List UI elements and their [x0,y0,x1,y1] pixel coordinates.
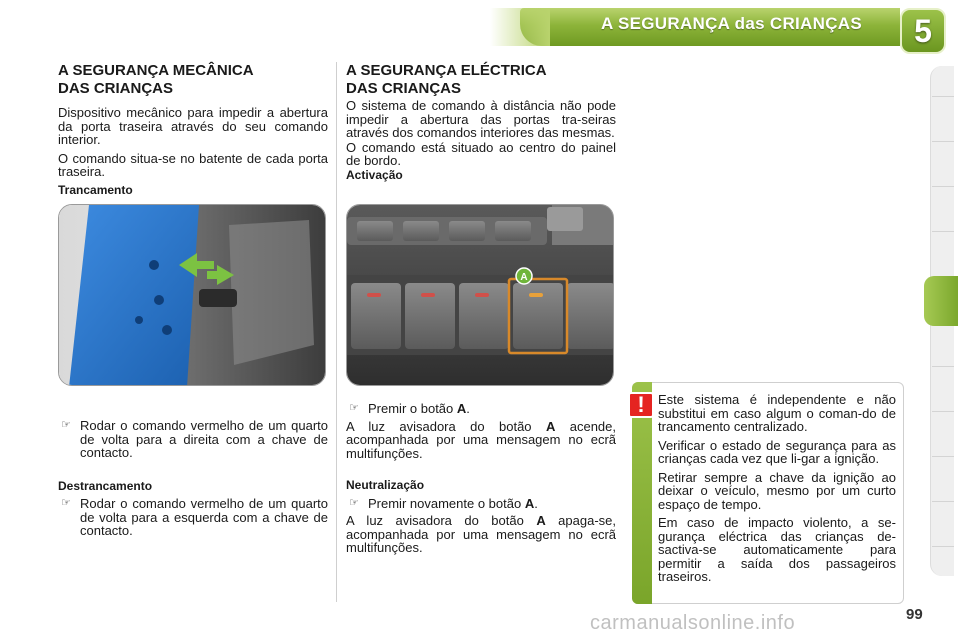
chapter-tab-strip [926,66,960,576]
text: . [534,495,538,511]
text: acende, acompanhada por uma mensagem no ecrã multifunções. [346,418,616,461]
exclamation-icon: ! [628,392,654,418]
tab-notch [932,456,954,457]
tab-notch [932,186,954,187]
tab-notch [932,141,954,142]
activation-step-text [368,402,616,416]
warning-paragraph: Retirar sempre a chave da ignição ao deixar o veículo, mesmo por um curto espaço de tempo. [658,469,896,512]
text: Premir o botão [368,401,457,416]
door-lock-photo [58,204,326,386]
button-key: A [545,418,556,434]
chapter-badge: 5 [900,8,946,54]
pointing-hand-icon: ☞ [349,402,359,414]
page-title: A SEGURANÇA das CRIANÇAS [601,14,862,33]
dashboard-illustration [347,205,614,386]
dashboard-button [459,283,509,349]
neutralisation-step [346,497,616,511]
mechanical-location: O comando situa-se no batente de cada porta traseira. [58,150,328,179]
page-header [0,0,960,60]
dashboard-button [405,283,455,349]
child-lock-control [199,289,237,307]
door-panel [69,205,209,386]
text: . [466,401,470,416]
electric-location: O comando está situado ao centro do painel de bordo. [346,139,616,168]
warning-paragraph: Verificar o estado de segurança para as crianças cada vez que li-gar a ignição. [658,437,896,466]
warning-paragraph: Em caso de impacto violento, a se-gurança eléctrica das crianças de-sactiva-se automaticamente para permitir a saída dos passageiros traseiros. [658,515,896,584]
activation-subheading: Activação [346,167,403,182]
dashboard-buttons-photo [346,204,614,386]
pointing-hand-icon: ☞ [349,496,359,509]
neutralisation-step-text [368,497,616,511]
callout-label: A [520,272,528,283]
column-divider [336,62,337,602]
tab-notch [932,231,954,232]
unlock-subheading: Destrancamento [58,478,153,493]
pointing-hand-icon: ☞ [61,497,71,509]
text: Premir novamente o botão [368,495,525,511]
dashboard-button [351,283,401,349]
tab-notch [932,501,954,502]
lock-step [58,419,328,460]
warning-text [658,393,896,589]
pointing-hand-icon: ☞ [61,419,71,431]
button-key: A [456,401,467,416]
active-chapter-tab[interactable] [924,276,958,326]
heading-line: DAS CRIANÇAS [346,80,462,97]
lock-step-text: Rodar o comando vermelho de um quarto de volta para a direita com a chave de contacto. [80,418,328,460]
electric-intro: O sistema de comando à distância não pode impedir a abertura das portas tra-seiras através dos comandos interiores das mesmas. [346,98,616,140]
button-key: A [536,513,546,528]
neutralisation-result [346,514,616,555]
lock-subheading: Trancamento [58,182,133,197]
heading-line: A SEGURANÇA ELÉCTRICA [346,62,547,79]
unlock-step-text: Rodar o comando vermelho de um quarto de volta para a esquerda com a chave de contacto. [80,496,328,538]
button-key: A [524,495,535,511]
tab-notch [932,411,954,412]
mechanical-intro: Dispositivo mecânico para impedir a abertura da porta traseira através do seu comando interior. [58,105,328,147]
heading-line: DAS CRIANÇAS [58,80,174,97]
electric-heading [346,62,616,98]
neutralisation-subheading: Neutralização [346,478,425,492]
unlock-step [58,497,328,538]
text: A luz avisadora do botão [346,513,537,528]
text: A luz avisadora do botão [346,418,546,434]
mechanical-heading [58,62,328,98]
warning-paragraph: Este sistema é independente e não substitui em caso algum o coman-do de trancamento centralizado. [658,392,896,434]
page-number: 99 [906,606,923,623]
tab-notch [932,546,954,547]
watermark: carmanualsonline.info [590,612,796,634]
activation-result [346,420,616,461]
tab-notch [932,96,954,97]
child-safety-button [513,283,563,349]
text: apaga-se, acompanhada por uma mensagem no ecrã multifunções. [346,513,616,555]
activation-step [346,402,616,416]
heading-line: A SEGURANÇA MECÂNICA [58,62,254,79]
tab-notch [932,366,954,367]
door-illustration [59,205,326,386]
